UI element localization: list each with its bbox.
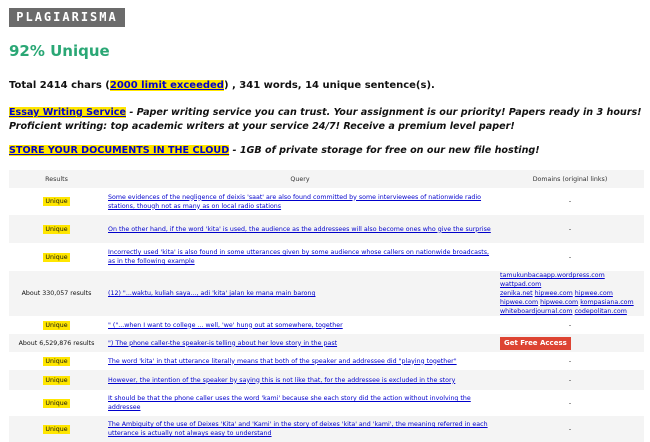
domains-column-header: Domains (original links) — [496, 170, 644, 188]
table-row — [9, 215, 644, 243]
query-link[interactable]: (12) "...waktu, kuliah saya..., adi 'kita' jalan ke mana main barong — [108, 290, 316, 297]
promo-essay-service — [9, 106, 645, 133]
result-badge: Unique — [45, 425, 68, 433]
text-stats — [9, 80, 435, 91]
domains-empty: - — [568, 425, 572, 433]
query-link[interactable]: Some evidences of the negligence of deixis 'saat' are also found committed by some interviewees of nationwide radio stations, though not as many as on local radio stations — [108, 193, 482, 210]
stats-suffix: ) , 341 words, 14 unique sentence(s). — [223, 80, 435, 91]
result-badge: Unique — [45, 253, 68, 261]
limit-exceeded-link[interactable]: 2000 limit exceeded — [109, 80, 224, 91]
table-row — [9, 243, 644, 271]
result-count: About 330,057 results — [9, 271, 104, 316]
result-badge: Unique — [45, 321, 68, 329]
essay-writing-service-link[interactable]: Essay Writing Service — [9, 107, 126, 118]
query-link[interactable]: It should be that the phone caller uses the word 'kami' because she each story did the action without involving the addressee — [108, 395, 471, 411]
domain-link[interactable]: hipwee.com — [500, 299, 539, 306]
result-count: About 6,529,876 results — [9, 334, 104, 352]
results-table — [9, 170, 644, 442]
result-badge: Unique — [45, 376, 68, 384]
query-column-header: Query — [104, 170, 496, 188]
table-row — [9, 188, 644, 215]
query-link[interactable]: " ("...when I want to college ... well, 'we' hung out at somewhere, together — [108, 321, 343, 329]
query-link[interactable]: The Ambiguity of the use of Deixes 'Kita' and 'Kami' in the story of deixes 'kita' and 'kami', the meaning referred in each utterance is actually not always easy to understand — [108, 421, 488, 437]
domain-link[interactable]: wattpad.com — [500, 281, 542, 288]
table-row — [9, 390, 644, 416]
get-free-access-button[interactable]: Get Free Access — [500, 337, 571, 350]
table-row — [9, 370, 644, 390]
unique-percentage: 92% Unique — [9, 42, 110, 60]
query-link[interactable]: However, the intention of the speaker by saying this is not like that, for the addressee is excluded in the story — [108, 376, 456, 384]
table-row — [9, 334, 644, 352]
promo-essay-text: - Paper writing service you can trust. Your assignment is our priority! Papers ready in 3 hours! Proficient writing: top academic writers at your service 24/7! Receive a premium level paper! — [9, 107, 642, 132]
domain-links — [496, 271, 644, 316]
domains-empty: - — [568, 321, 572, 329]
promo-cloud-text: - 1GB of private storage for free on our new file hosting! — [229, 145, 540, 156]
result-badge: Unique — [45, 198, 68, 205]
domain-link[interactable]: zenika.net — [500, 290, 533, 297]
store-documents-cloud-link[interactable]: STORE YOUR DOCUMENTS IN THE CLOUD — [9, 145, 230, 156]
domains-empty: - — [568, 357, 572, 365]
query-link[interactable]: Incorrectly used 'kita' is also found in some utterances given by some audience whose callers on nationwide broadcasts, as in the following example — [108, 249, 490, 265]
domain-link[interactable]: codepolitan.com — [574, 308, 627, 315]
domains-empty: - — [568, 376, 572, 384]
query-link[interactable]: ") The phone caller-the speaker-is telling about her love story in the past — [108, 339, 338, 347]
result-badge: Unique — [45, 399, 68, 407]
table-row — [9, 416, 644, 442]
domain-link[interactable]: hipwee.com — [540, 299, 579, 306]
domains-empty: - — [568, 253, 572, 261]
table-row — [9, 271, 644, 316]
plagiarisma-logo[interactable]: PLAGIARISMA — [9, 8, 125, 27]
domain-link[interactable]: tamukunbacaapp.wordpress.com — [500, 272, 605, 279]
result-badge: Unique — [45, 357, 68, 365]
domains-empty: - — [568, 399, 572, 407]
domain-link[interactable]: kompasiana.com — [580, 299, 634, 306]
domains-empty: - — [568, 225, 572, 233]
table-row — [9, 352, 644, 370]
table-row — [9, 316, 644, 334]
domain-link[interactable]: hipwee.com — [574, 290, 613, 297]
query-link[interactable]: On the other hand, if the word 'kita' is used, the audience as the addressees will also become ones who give the surprise — [108, 225, 491, 233]
domain-link[interactable]: whiteboardjournal.com — [500, 308, 573, 315]
results-column-header: Results — [9, 170, 104, 188]
result-badge: Unique — [45, 225, 68, 233]
domain-link[interactable]: hipwee.com — [534, 290, 573, 297]
domains-empty: - — [568, 198, 572, 205]
promo-cloud-storage — [9, 144, 645, 158]
query-link[interactable]: The word 'kita' in that utterance literally means that both of the speaker and addressee did "playing together" — [108, 357, 457, 365]
stats-prefix: Total 2414 chars ( — [9, 80, 110, 91]
